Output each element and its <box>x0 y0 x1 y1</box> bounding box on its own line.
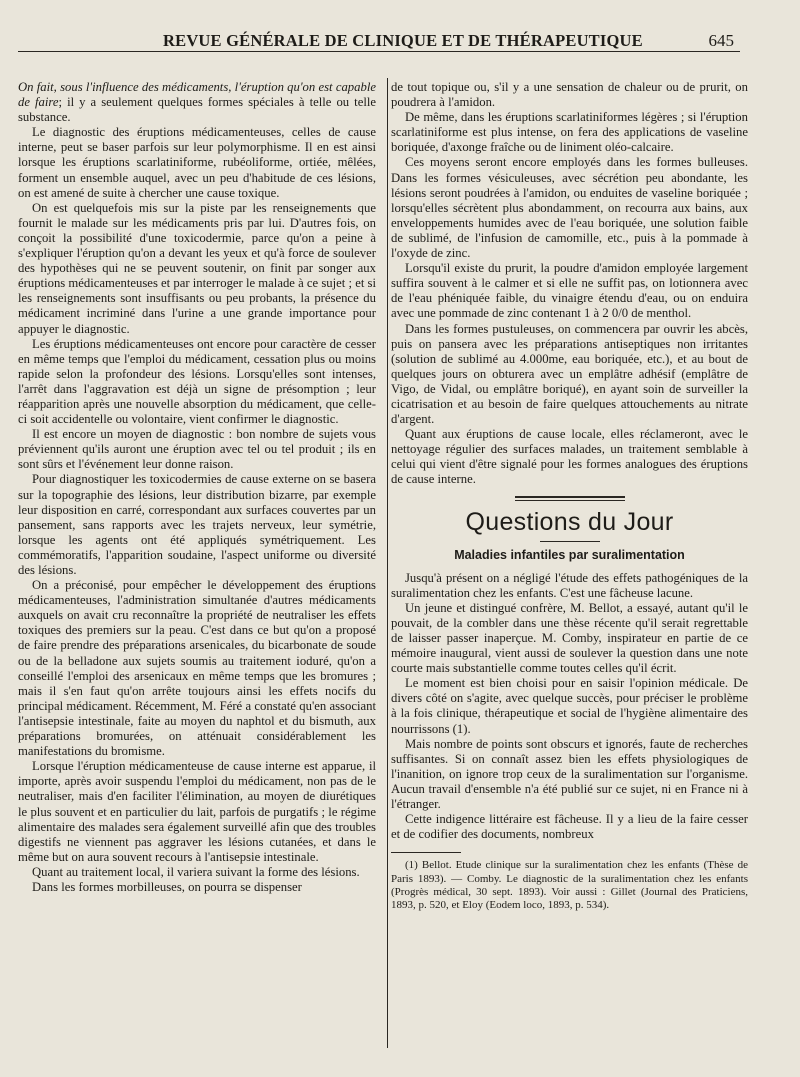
left-column <box>18 80 376 1036</box>
paragraph: Quant aux éruptions de cause locale, elles réclameront, avec le nettoyage régulier des surfaces malades, un traitement semblable à celui qui vient d'être signalé pour les formes analogues des éruptions de cause interne. <box>391 427 748 487</box>
footnote: (1) Bellot. Etude clinique sur la suralimentation chez les enfants (Thèse de Paris 1893). — Comby. Le diagnostic de la suralimentation chez les enfants (Progrès médical, 30 sept. 1893). Voir aussi : Gillet (Journal des Praticiens, 1893, p. 520, et Eloy (Eodem loco, 1893, p. 534). <box>391 859 748 911</box>
paragraph: de tout topique ou, s'il y a une sensation de chaleur ou de prurit, on poudrera à l'amidon. <box>391 80 748 110</box>
lead-rest: ; il y a seulement quelques formes spéciales à telle ou telle substance. <box>18 95 376 125</box>
paragraph: Dans les formes pustuleuses, on commencera par ouvrir les abcès, puis on pansera avec les préparations antiseptiques non irritantes (solution de sublimé au 4.000me, eau boriquée, etc.), et au bout de quelques jours on obturera avec un emplâtre adhésif (emplâtre de Vigo, de Vidal, ou emplâtre boriqué), en ayant soin de surveiller la cicatrisation et au besoin de faire quelques attouchements au nitrate d'argent. <box>391 321 748 427</box>
page-header <box>18 31 740 52</box>
section-rule <box>515 496 625 501</box>
article-title: Maladies infantiles par suralimentation <box>454 547 685 562</box>
paragraph: Un jeune et distingué confrère, M. Bellot, a essayé, autant qu'il le pouvait, de la combler dans une thèse récente qu'il serait regrettable de laisser passer inaperçue. M. Comby, inspirateur en partie de ce mémoire inaugural, vient aussi de soulever la question dans une note courte mais substantielle comme toutes celles qu'il écrit. <box>391 600 748 676</box>
italic-lead: On fait, sous l'influence des médicaments, l'éruption qu'on est capable de faire <box>18 80 376 110</box>
column-divider <box>387 78 388 1048</box>
paragraph: Cette indigence littéraire est fâcheuse. Il y a lieu de la faire cesser et de codifier des documents, nombreux <box>391 812 748 842</box>
paragraph: Lorsque l'éruption médicamenteuse de cause interne est apparue, il importe, après avoir suspendu l'emploi du médicament, non pas de le neutraliser, mais d'en faciliter l'élimination, au moyen de diurétiques le plus souvent et en particulier du lait, parfois de purgatifs ; le régime alimentaire des malades sera également surveillé afin que des troubles digestifs ne viennent pas aggraver les lésions cutanées, et dans le même but on aura souvent recours à l'antisepsie intestinale. <box>18 759 376 864</box>
right-column <box>391 80 748 1040</box>
paragraph: Les éruptions médicamenteuses ont encore pour caractère de cesser en même temps que l'emploi du médicament, cessation plus ou moins rapide selon la profondeur des lésions. Lorsqu'elles sont intenses, l'arrêt dans l'aggravation est déjà un signe de présomption ; leur réapparition après une nouvelle absorption du médicament, que celle-ci soit accidentelle ou volontaire, vient confirmer le diagnostic. <box>18 336 376 427</box>
paragraph: Pour diagnostiquer les toxicodermies de cause externe on se basera sur la topographie des lésions, leur distribution bizarre, par exemple leur disposition en carré, correspondant aux surfaces couvertes par un pansement, sans rapports avec les trajets nerveux, leur symétrie, lorsque les agents ont été appliqués symétriquement. Les commémoratifs, l'apparition soudaine, l'aspect uniforme ou diversité des lésions. <box>18 472 376 577</box>
footnote-rule <box>391 852 461 853</box>
paragraph: Il est encore un moyen de diagnostic : bon nombre de sujets vous préviennent qu'ils auront une éruption avec tel ou tel produit ; ils en sont sûrs et l'événement leur donne raison. <box>18 427 376 472</box>
heading-rule <box>540 541 600 542</box>
paragraph: De même, dans les éruptions scarlatiniformes légères ; si l'éruption scarlatiniforme est plus intense, on fera des applications de vaseline boriquée, d'axonge fraîche ou de liniment oléo-calcaire. <box>391 110 748 155</box>
paragraph: Le diagnostic des éruptions médicamenteuses, celles de cause interne, peut se baser parfois sur leur polymorphisme. Il en est ainsi lorsque les éruptions scarlatiniforme, rubéoliforme, ortiée, mêlées, forment un ensemble auquel, avec un peu d'habitude de ces lésions, on est amené de suite à chercher une cause toxique. <box>18 125 376 200</box>
paragraph: Ces moyens seront encore employés dans les formes bulleuses. Dans les formes vésiculeuses, avec sécrétion peu abondante, les lésions seront poudrées à l'amidon, ou enduites de vaseline boriquée ; lorsqu'elles sécrètent plus abondamment, on recourra aux bains, aux enveloppements humides avec de l'eau boriquée, une solution faible de sublimé, de l'infusion de camomille, etc., puis à la pommade à l'oxyde de zinc. <box>391 155 748 261</box>
paragraph: On a préconisé, pour empêcher le développement des éruptions médicamenteuses, l'administration simultanée d'autres médicaments auxquels on avait cru reconnaître la propriété de neutraliser les effets toxiques des premiers sur la peau. C'est dans ce but qu'on a proposé de faire prendre des préparations arsenicales, du bicarbonate de soude ou de la belladone aux sujets soumis au traitement ioduré, qu'on a conseillé l'emploi des arsenicaux en même temps que les bromures ; mais il s'en faut qu'on arrête toujours ainsi les effets nocifs du principal médicament. Récemment, M. Féré a constaté qu'en associant l'antisepsie intestinale, faite au moyen du naphtol et du bismuth, aux préparations bromurées, on atténuait considérablement les manifestations du bromisme. <box>18 578 376 759</box>
paragraph <box>18 80 376 125</box>
running-title: REVUE GÉNÉRALE DE CLINIQUE ET DE THÉRAPEUTIQUE <box>163 31 643 50</box>
paragraph: Mais nombre de points sont obscurs et ignorés, faute de recherches suffisantes. Si on connaît assez bien les effets physiologiques de l'inanition, on ignore trop ceux de la suralimentation sur l'organisme. Aucun travail d'ensemble n'a été publié sur ce sujet, ni en France ni à l'étranger. <box>391 736 748 812</box>
paragraph: Le moment est bien choisi pour en saisir l'opinion médicale. De divers côté on s'agite, avec quelque succès, pour préciser le problème à la fois clinique, thérapeutique et social de l'hygiène alimentaire des nourrissons (1). <box>391 676 748 736</box>
section-heading: Questions du Jour <box>465 507 674 536</box>
paragraph: Quant au traitement local, il variera suivant la forme des lésions. <box>32 864 360 879</box>
paragraph: Dans les formes morbilleuses, on pourra se dispenser <box>32 879 302 894</box>
page-number: 645 <box>708 31 734 50</box>
paragraph: On est quelquefois mis sur la piste par les renseignements que fournit le malade sur les médicaments pris par lui. D'autres fois, on conçoit la possibilité d'une toxicodermie, parce qu'on a peine à s'expliquer l'éruption qu'on a devant les yeux et qu'à force de soulever des hypothèses qui ne se peuvent soutenir, on finit par songer aux éruptions médicamenteuses et par interroger le malade à ce sujet ; et si les renseignements sont insuffisants ou peu probants, la présence du médicament incriminé dans l'urine a une grande importance pour appuyer le diagnostic. <box>18 200 376 336</box>
paragraph: Lorsqu'il existe du prurit, la poudre d'amidon employée largement suffira souvent à le calmer et si elle ne suffit pas, on lotionnera avec de l'eau phéniquée faible, du vinaigre étendu d'eau, ou on enduira avec une pommade de zinc contenant 1 à 2 0/0 de menthol. <box>391 261 748 321</box>
paragraph: Jusqu'à présent on a négligé l'étude des effets pathogéniques de la suralimentation chez les enfants. C'est une fâcheuse lacune. <box>391 570 748 600</box>
